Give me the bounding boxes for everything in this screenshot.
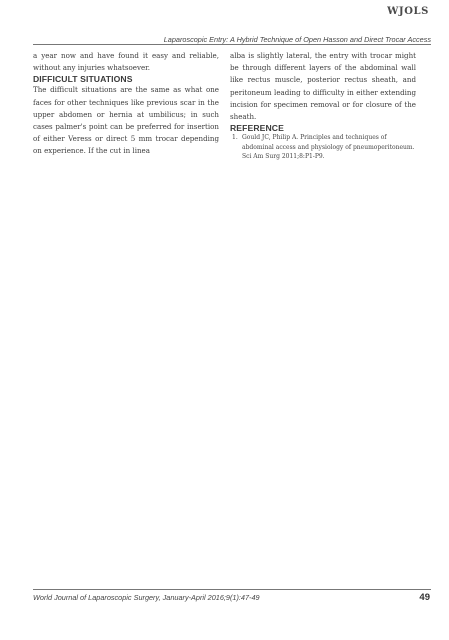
reference-item bbox=[230, 133, 416, 162]
reference-heading: REFERENCE bbox=[230, 123, 284, 134]
journal-brand: WJOLS bbox=[387, 6, 429, 17]
footer-journal-citation: World Journal of Laparoscopic Surgery, January-April 2016;9(1):47-49 bbox=[33, 593, 260, 602]
running-title: Laparoscopic Entry: A Hybrid Technique of Open Hasson and Direct Trocar Access bbox=[163, 35, 431, 44]
reference-number: 1. bbox=[232, 134, 238, 142]
page-number: 49 bbox=[419, 592, 430, 603]
left-column bbox=[33, 50, 219, 158]
intro-paragraph: a year now and have found it easy and reliable, without any injuries whatsoever. bbox=[33, 51, 219, 73]
right-column bbox=[230, 50, 416, 162]
footer-divider bbox=[33, 589, 431, 590]
difficult-situations-heading: DIFFICULT SITUATIONS bbox=[33, 74, 133, 85]
header-divider bbox=[33, 44, 431, 45]
continuation-paragraph: alba is slightly lateral, the entry with trocar might be through different layers of the abdominal wall like rectus muscle, posterior rectus sheath, and peritoneum leading to difficulty in either extending incision for specimen removal or for closure of the sheath. bbox=[230, 51, 416, 122]
reference-text: Gould JC, Philip A. Principles and techniques of abdominal access and physiology of pneumoperitoneum. Sci Am Surg 2011;8:P1-P9. bbox=[242, 134, 415, 161]
reference-list bbox=[230, 133, 416, 162]
difficult-situations-paragraph: The difficult situations are the same as what one faces for other techniques like previous scar in the upper abdomen or hernia at umbilicus; in such cases palmer's point can be preferred for insertion of either Veress or direct 5 mm trocar depending on experience. If the cut in linea bbox=[33, 85, 219, 156]
